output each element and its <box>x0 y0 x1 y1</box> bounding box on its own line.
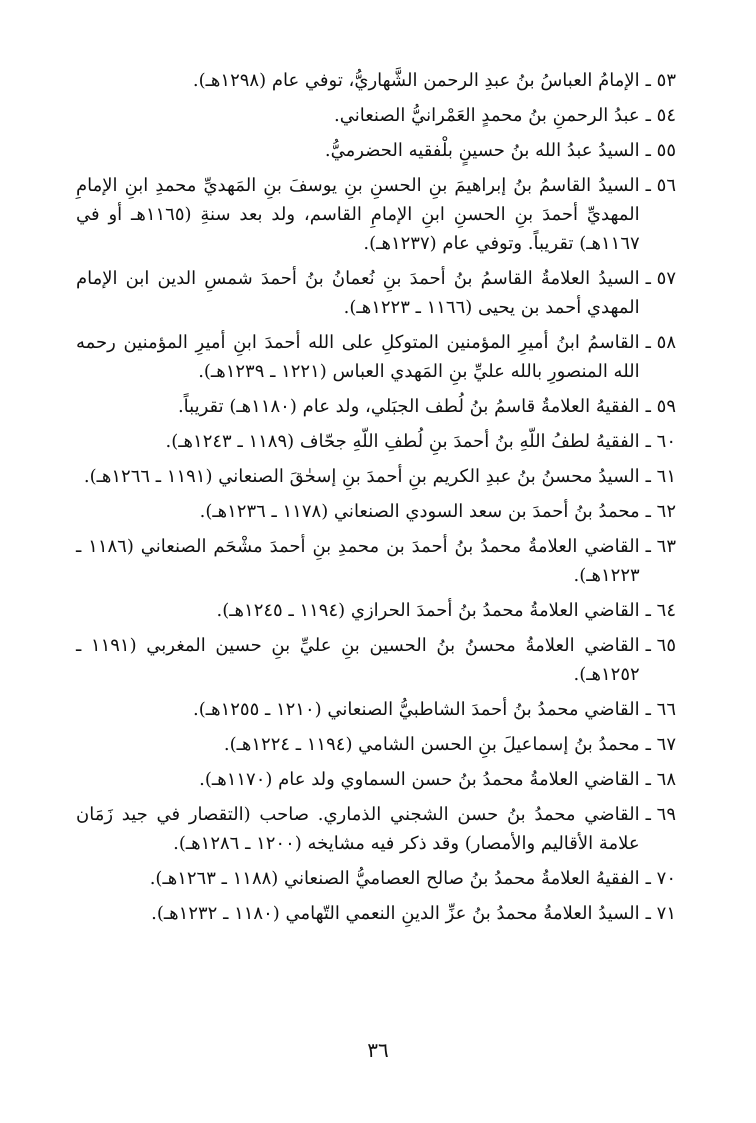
entry-text: الفقيهُ العلامةُ محمدُ بنُ صالح العصاميُّ الصنعاني (١١٨٨ ـ ١٢٦٣هـ). <box>149 868 640 889</box>
entry-text: محمدُ بنُ إسماعيلَ بنِ الحسن الشامي (١١٩٤ ـ ١٢٢٤هـ). <box>223 734 640 755</box>
list-item <box>76 264 676 322</box>
entry-text: القاضي العلامةُ محمدُ بنُ حسن السماوي ولد عام (١١٧٠هـ). <box>199 769 640 790</box>
page-number: ٣٦ <box>367 1038 389 1062</box>
entry-text: عبدُ الرحمنِ بنُ محمدٍ العَمْرانيُّ الصنعاني. <box>333 105 640 126</box>
list-item <box>76 864 676 893</box>
entry-number: ٥٦ ـ <box>645 175 676 196</box>
biography-list <box>76 66 676 934</box>
list-item <box>76 800 676 858</box>
list-item <box>76 328 676 386</box>
entry-number: ٥٤ ـ <box>645 105 676 126</box>
list-item <box>76 765 676 794</box>
list-item <box>76 392 676 421</box>
entry-text: الإمامُ العباسُ بنُ عبدِ الرحمن الشَّهاريُّ، توفي عام (١٢٩٨هـ). <box>192 70 640 91</box>
entry-text: السيدُ القاسمُ بنُ إبراهيمَ بنِ الحسنِ بنِ يوسفَ بنِ المَهديِّ محمدِ ابنِ الإمامِ المهديِّ أحمدَ بنِ الحسنِ ابنِ الإمامِ القاسم، ولد بعد سنةِ (١١٦٥هـ أو في ١١٦٧هـ) تقريباً. وتوفي عام (١٢٣٧هـ). <box>76 175 640 254</box>
entry-number: ٦٤ ـ <box>645 600 676 621</box>
list-item <box>76 730 676 759</box>
entry-number: ٦٥ ـ <box>645 635 676 656</box>
entry-number: ٧١ ـ <box>645 903 676 924</box>
list-item <box>76 101 676 130</box>
entry-number: ٦١ ـ <box>645 466 676 487</box>
list-item <box>76 899 676 928</box>
entry-number: ٥٥ ـ <box>645 140 676 161</box>
list-item <box>76 596 676 625</box>
list-item <box>76 497 676 526</box>
entry-number: ٥٨ ـ <box>645 332 676 353</box>
entry-text: السيدُ محسنُ بنُ عبدِ الكريم بنِ أحمدَ بنِ إسحٰقَ الصنعاني (١١٩١ ـ ١٢٦٦هـ). <box>83 466 640 487</box>
entry-number: ٧٠ ـ <box>645 868 676 889</box>
entry-number: ٦٧ ـ <box>645 734 676 755</box>
entry-text: محمدُ بنُ أحمدَ بن سعد السودي الصنعاني (١١٧٨ ـ ١٢٣٦هـ). <box>199 501 640 522</box>
entry-text: القاضي العلامةُ محسنُ بنُ الحسين بنِ عليِّ بنِ حسين المغربي (١١٩١ ـ ١٢٥٢هـ). <box>76 635 640 685</box>
entry-text: الفقيهُ لطفُ اللّهِ بنُ أحمدَ بنِ لُطفِ اللّهِ جحّاف (١١٨٩ ـ ١٢٤٣هـ). <box>165 431 640 452</box>
entry-text: القاضي العلامةُ محمدُ بنُ أحمدَ بن محمدِ بنِ أحمدَ مشْحَم الصنعاني (١١٨٦ ـ ١٢٢٣هـ). <box>76 536 640 586</box>
list-item <box>76 631 676 689</box>
entry-number: ٦٦ ـ <box>645 699 676 720</box>
entry-number: ٦٠ ـ <box>645 431 676 452</box>
entry-number: ٥٩ ـ <box>645 396 676 417</box>
entry-number: ٦٢ ـ <box>645 501 676 522</box>
entry-number: ٦٩ ـ <box>645 804 676 825</box>
entry-text: القاضي محمدُ بنُ حسن الشجني الذماري. صاحب (التقصار في جيد زَمَان علامة الأقاليم والأمصار) وقد ذكر فيه مشايخه (١٢٠٠ ـ ١٢٨٦هـ). <box>76 804 640 854</box>
list-item <box>76 427 676 456</box>
entry-number: ٦٨ ـ <box>645 769 676 790</box>
entry-text: الفقيهُ العلامةُ قاسمُ بنُ لُطف الجبَلي، ولد عام (١١٨٠هـ) تقريباً. <box>177 396 640 417</box>
entry-text: السيدُ العلامةُ محمدُ بنُ عزِّ الدينِ النعمي التّهامي (١١٨٠ ـ ١٢٣٢هـ). <box>151 903 640 924</box>
entry-number: ٥٧ ـ <box>645 268 676 289</box>
entry-number: ٦٣ ـ <box>645 536 676 557</box>
entry-text: القاسمُ ابنُ أميرِ المؤمنين المتوكلِ على الله أحمدَ ابنِ أميرِ المؤمنين رحمه الله المنصورِ بالله عليِّ بنِ المَهدي العباس (١٢٢١ ـ ١٢٣٩هـ). <box>76 332 640 382</box>
list-item <box>76 532 676 590</box>
entry-number: ٥٣ ـ <box>645 70 676 91</box>
list-item <box>76 171 676 258</box>
entry-text: القاضي محمدُ بنُ أحمدَ الشاطبيُّ الصنعاني (١٢١٠ ـ ١٢٥٥هـ). <box>193 699 640 720</box>
entry-text: القاضي العلامةُ محمدُ بنُ أحمدَ الحرازي (١١٩٤ ـ ١٢٤٥هـ). <box>216 600 640 621</box>
list-item <box>76 136 676 165</box>
list-item <box>76 695 676 724</box>
list-item <box>76 462 676 491</box>
entry-text: السيدُ عبدُ الله بنُ حسينٍ بلْفقيه الحضرميُّ. <box>324 140 640 161</box>
list-item <box>76 66 676 95</box>
entry-text: السيدُ العلامةُ القاسمُ بنُ أحمدَ بنِ نُعمانُ بنُ أحمدَ شمسِ الدين ابن الإمام المهدي أحمد بن يحيى (١١٦٦ ـ ١٢٢٣هـ). <box>76 268 640 318</box>
